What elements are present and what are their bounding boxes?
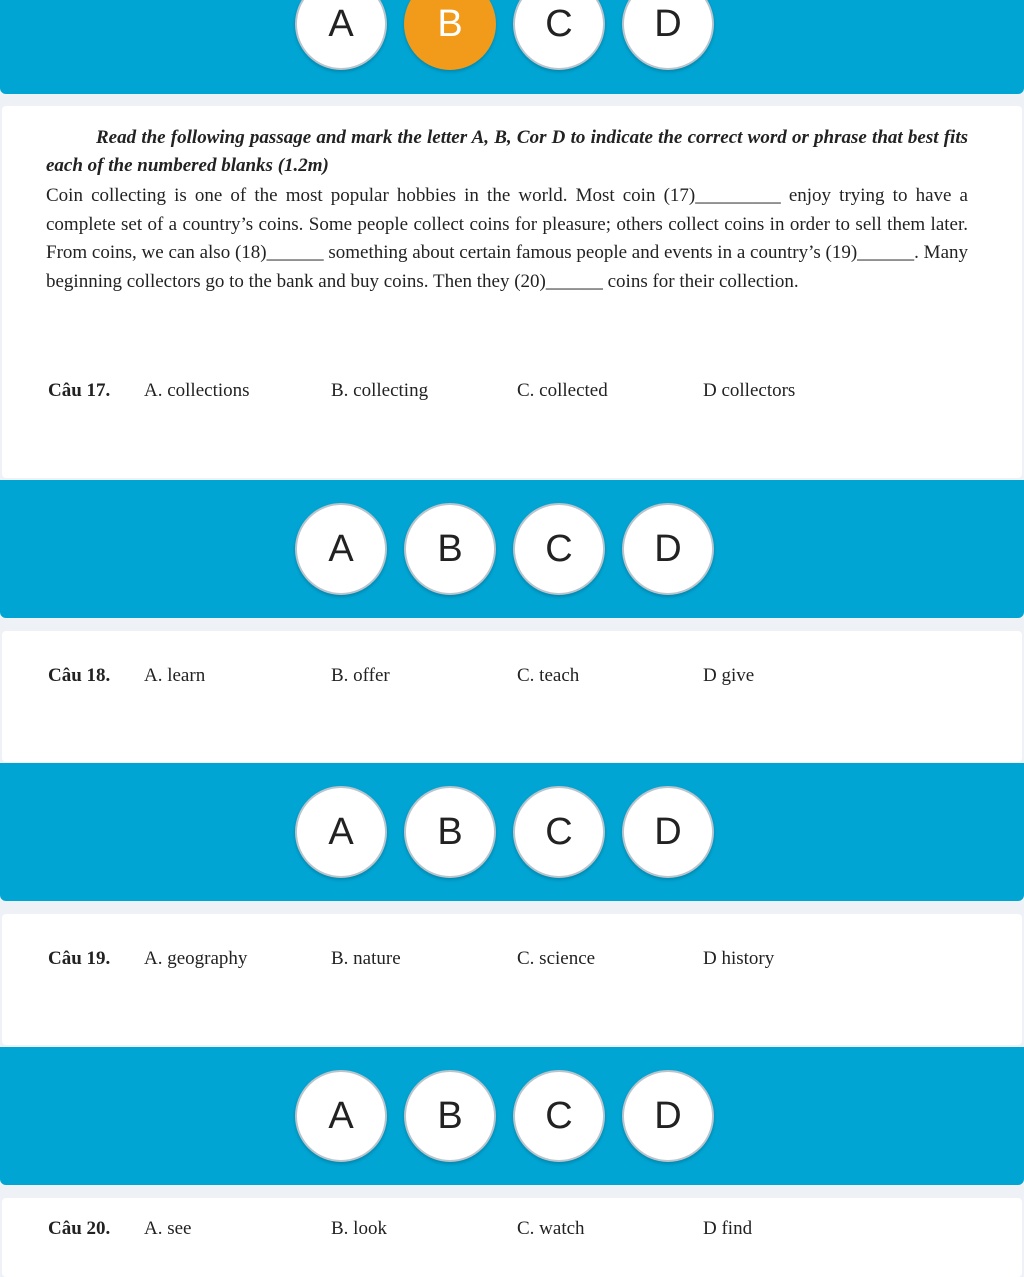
- option-a: A. geography: [144, 948, 248, 969]
- answer-option-a[interactable]: A: [295, 0, 387, 70]
- answer-option-a[interactable]: A: [295, 786, 387, 878]
- question-row-19: [48, 948, 948, 976]
- answer-band-1: [0, 480, 1024, 618]
- question-label: Câu 19.: [48, 948, 111, 969]
- option-d: D collectors: [703, 380, 796, 401]
- answer-option-c[interactable]: C: [513, 0, 605, 70]
- option-b: B. nature: [331, 948, 401, 969]
- question-row-20: [48, 1218, 948, 1246]
- answer-option-b[interactable]: B: [404, 1070, 496, 1162]
- answer-band-3: [0, 1047, 1024, 1185]
- answer-option-a[interactable]: A: [295, 503, 387, 595]
- option-a: A. collections: [144, 380, 250, 401]
- question-row-18: [48, 665, 948, 693]
- answer-band-2: [0, 763, 1024, 901]
- answer-option-b-selected[interactable]: B: [404, 0, 496, 70]
- answer-option-b[interactable]: B: [404, 786, 496, 878]
- question-card-18: [2, 631, 1022, 762]
- answer-option-c[interactable]: C: [513, 503, 605, 595]
- option-d: D find: [703, 1218, 753, 1239]
- option-c: C. science: [517, 948, 596, 969]
- option-d: D give: [703, 665, 755, 686]
- passage-text: Coin collecting is one of the most popular hobbies in the world. Most coin (17)_________ enjoy trying to have a complete set of a country’s coins. Some people collect coins for pleasure; others collect coins in order to sell them later. From coins, we can also (18)______ something about certain famous people and events in a country’s (19)______. Many beginning collectors go to the bank and buy coins. Then they (20)______ coins for their collection.: [46, 185, 968, 292]
- option-d: D history: [703, 948, 775, 969]
- answer-option-c[interactable]: C: [513, 1070, 605, 1162]
- option-c: C. collected: [517, 380, 608, 401]
- question-row-17: [48, 380, 948, 408]
- answer-band-0: [0, 0, 1024, 94]
- option-a: A. learn: [144, 665, 206, 686]
- answer-option-b[interactable]: B: [404, 503, 496, 595]
- answer-option-d[interactable]: D: [622, 786, 714, 878]
- option-c: C. watch: [517, 1218, 585, 1239]
- answer-option-d[interactable]: D: [622, 0, 714, 70]
- option-b: B. look: [331, 1218, 387, 1239]
- instruction-text: Read the following passage and mark the letter A, B, Cor D to indicate the correct word or phrase that best fits each of the numbered blanks (1.2m): [46, 127, 968, 176]
- question-label: Câu 17.: [48, 380, 111, 401]
- answer-option-a[interactable]: A: [295, 1070, 387, 1162]
- answer-option-c[interactable]: C: [513, 786, 605, 878]
- option-b: B. offer: [331, 665, 390, 686]
- option-c: C. teach: [517, 665, 580, 686]
- answer-option-d[interactable]: D: [622, 1070, 714, 1162]
- question-card-19: [2, 914, 1022, 1045]
- answer-option-d[interactable]: D: [622, 503, 714, 595]
- question-label: Câu 18.: [48, 665, 111, 686]
- option-b: B. collecting: [331, 380, 429, 401]
- option-a: A. see: [144, 1218, 192, 1239]
- question-label: Câu 20.: [48, 1218, 111, 1239]
